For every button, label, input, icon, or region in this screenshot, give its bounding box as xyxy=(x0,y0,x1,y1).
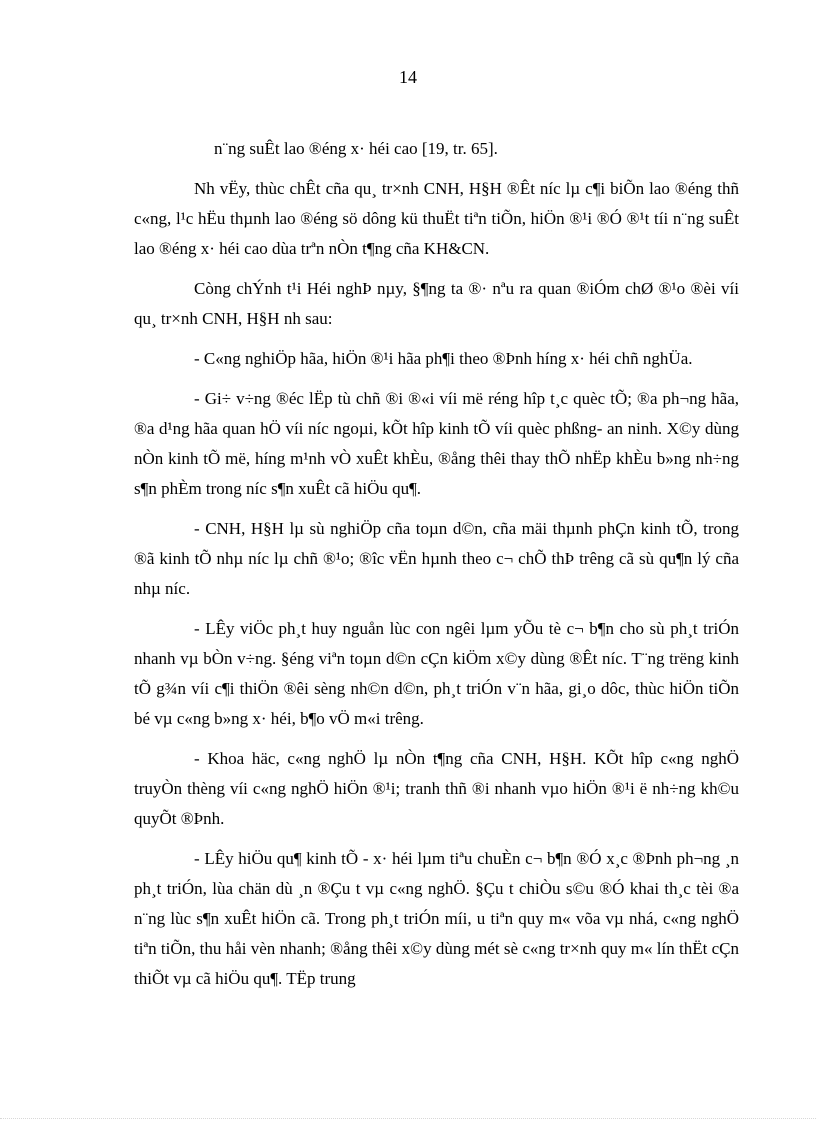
paragraph-point-socialist-orientation: - C«ng nghiÖp hãa, hiÖn ®¹i hãa ph¶i theo ®Þnh híng x· héi chñ nghÜa. xyxy=(194,349,693,368)
paragraph-point-human-resources: - LÊy viÖc ph¸t huy nguån lùc con ngêi lµm yÕu tè c¬ b¶n cho sù ph¸t triÓn nhanh vµ bÒn v÷ng. §éng viªn toµn d©n cÇn kiÖm x©y dùng ®Êt níc. T¨ng trëng kinh tÕ g¾n víi c¶i thiÖn ®êi sèng nh©n d©n, ph¸t triÓn v¨n hãa, gi¸o dôc, thùc hiÖn tiÕn bé vµ c«ng b»ng x· héi, b¶o vÖ m«i trêng. xyxy=(134,619,739,728)
paragraph-citation-end: n¨ng suÊt lao ®éng x· héi cao [19, tr. 65]. xyxy=(214,139,498,158)
paragraph-point-efficiency: - LÊy hiÖu qu¶ kinh tÕ - x· héi lµm tiªu chuÈn c¬ b¶n ®Ó x¸c ®Þnh ph¬ng ¸n ph¸t triÓn, lùa chän dù ¸n ®Çu t vµ c«ng nghÖ. §Çu t chiÒu s©u ®Ó khai th¸c tèi ®a n¨ng lùc s¶n xuÊt hiÖn cã. Trong ph¸t triÓn míi, u tiªn quy m« võa vµ nhá, c«ng nghÖ tiªn tiÕn, thu håi vèn nhanh; ®ång thêi x©y dùng mét sè c«ng tr×nh quy m« lín thËt cÇn thiÕt vµ cã hiÖu qu¶. TËp trung xyxy=(134,849,739,988)
page-bottom-divider xyxy=(0,1118,816,1119)
paragraph-conference-intro: Còng chÝnh t¹i Héi nghÞ nµy, §¶ng ta ®· nªu ra quan ®iÓm chØ ®¹o ®èi víi qu¸ tr×nh CNH, H§H nh sau: xyxy=(134,279,739,328)
paragraph-point-independence: - Gi÷ v÷ng ®éc lËp tù chñ ®i ®«i víi më réng hîp t¸c quèc tÕ; ®a ph¬ng hãa, ®a d¹ng hãa quan hÖ víi níc ngoµi, kÕt hîp kinh tÕ víi quèc phßng- an ninh. X©y dùng nÒn kinh tÕ më, híng m¹nh vÒ xuÊt khÈu, ®ång thêi thay thÕ nhËp khÈu b»ng nh÷ng s¶n phÈm trong níc s¶n xuÊt cã hiÖu qu¶. xyxy=(134,389,739,498)
paragraph-essence: Nh vËy, thùc chÊt cña qu¸ tr×nh CNH, H§H ®Êt níc lµ c¶i biÕn lao ®éng thñ c«ng, l¹c hËu thµnh lao ®éng sö dông kü thuËt tiªn tiÕn, hiÖn ®¹i ®Ó ®¹t tíi n¨ng suÊt lao ®éng x· héi cao dùa trªn nÒn t¶ng cña KH&CN. xyxy=(134,179,739,258)
page-number: 14 xyxy=(399,67,417,87)
paragraph-point-whole-people: - CNH, H§H lµ sù nghiÖp cña toµn d©n, cña mäi thµnh phÇn kinh tÕ, trong ®ã kinh tÕ nhµ níc lµ chñ ®¹o; ®îc vËn hµnh theo c¬ chÕ thÞ trêng cã sù qu¶n lý cña nhµ níc. xyxy=(134,519,739,598)
body-text xyxy=(134,134,739,1004)
paragraph-point-science-technology: - Khoa häc, c«ng nghÖ lµ nÒn t¶ng cña CNH, H§H. KÕt hîp c«ng nghÖ truyÒn thèng víi c«ng nghÖ hiÖn ®¹i; tranh thñ ®i nhanh vµo hiÖn ®¹i ë nh÷ng kh©u quyÕt ®Þnh. xyxy=(134,749,739,828)
